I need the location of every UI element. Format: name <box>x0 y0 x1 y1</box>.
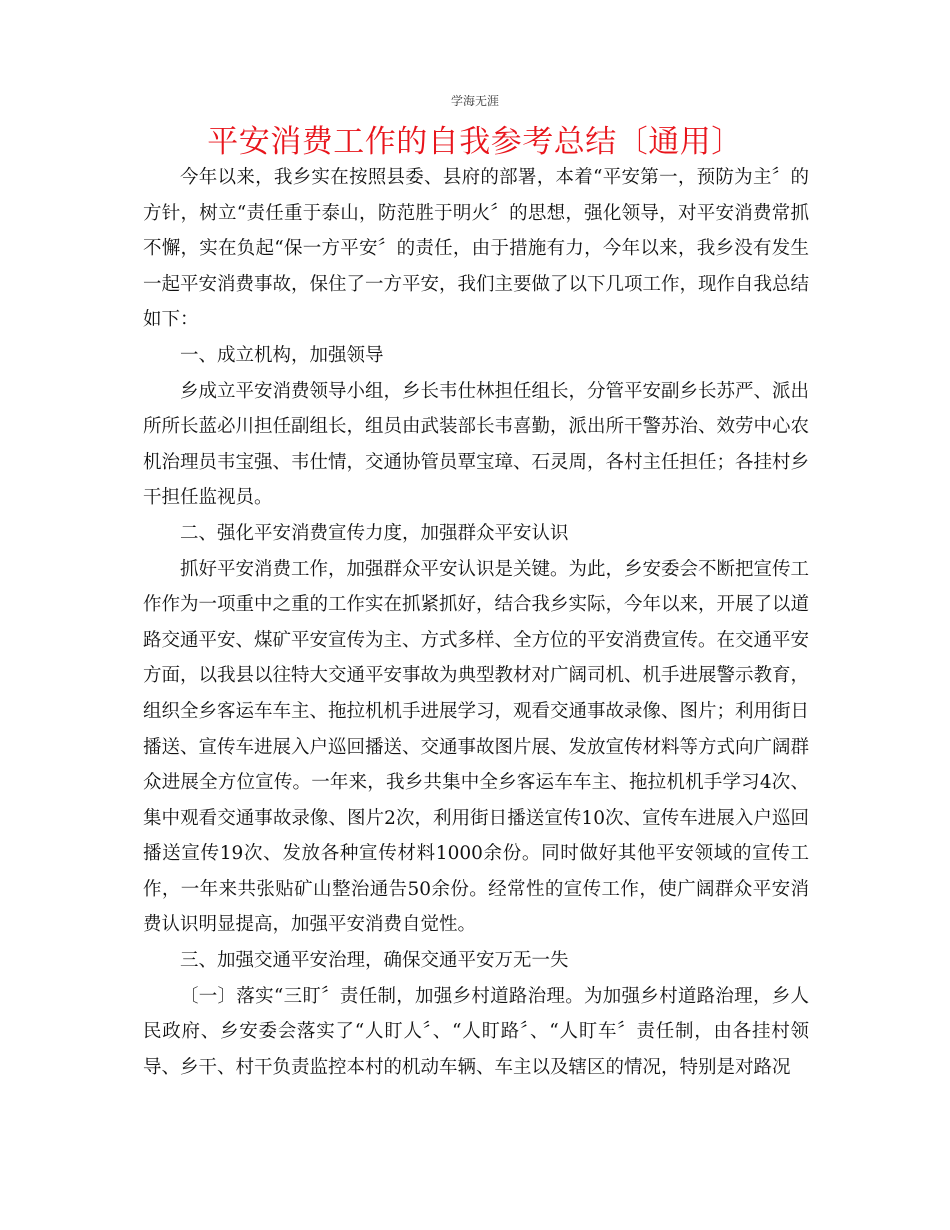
paragraph-intro: 今年以来，我乡实在按照县委、县府的部署，本着“平安第一，预防为主〞的方针，树立“责任重于泰山，防范胜于明火〞的思想，强化领导，对平安消费常抓不懈，实在负起“保一方平安〞的责任，由于措施有力，今年以来，我乡没有发生一起平安消费事故，保住了一方平安，我们主要做了以下几项工作，现作自我总结如下： <box>143 167 810 331</box>
paragraph-traffic: 〔一〕落实“三盯〞责任制，加强乡村道路治理。为加强乡村道路治理，乡人民政府、乡安委会落实了“人盯人〞、“人盯路〞、“人盯车〞责任制，由各挂村领导、乡干、村干负责监控本村的机动车辆、车主以及辖区的情况，特别是对路况 <box>143 985 809 1078</box>
paragraph-publicity: 抓好平安消费工作，加强群众平安认识是关键。为此，乡安委会不断把宣传工作作为一项重中之重的工作实在抓紧抓好，结合我乡实际，今年以来，开展了以道路交通平安、煤矿平安宣传为主、方式多样、全方位的平安消费宣传。在交通平安方面，以我县以往特大交通平安事故为典型教材对广阔司机、机手进展警示教育，组织全乡客运车车主、拖拉机机手进展学习，观看交通事故录像、图片；利用街日播送、宣传车进展入户巡回播送、交通事故图片展、发放宣传材料等方式向广阔群众进展全方位宣传。一年来，我乡共集中全乡客运车车主、拖拉机机手学习4次、集中观看交通事故录像、图片2次，利用街日播送宣传10次、宣传车进展入户巡回播送宣传19次、发放各种宣传材料1000余份。同时做好其他平安领域的宣传工作，一年来共张贴矿山整治通告50余份。经常性的宣传工作，使广阔群众平安消费认识明显提高，加强平安消费自觉性。 <box>143 558 810 936</box>
section-heading-1: 一、成立机构，加强领导 <box>180 344 384 366</box>
paragraph-organization: 乡成立平安消费领导小组，乡长韦仕林担任组长，分管平安副乡长苏严、派出所所长蓝必川担任副组长，组员由武装部长韦喜勤，派出所干警苏治、效劳中心农机治理员韦宝强、韦仕情，交通协管员覃宝璋、石灵周，各村主任担任；各挂村乡干担任监视员。 <box>143 380 810 509</box>
section-heading-2: 二、强化平安消费宣传力度，加强群众平安认识 <box>180 522 569 544</box>
document-body <box>143 160 809 1085</box>
section-heading-3: 三、加强交通平安治理，确保交通平安万无一失 <box>180 950 569 972</box>
document-title: 平安消费工作的自我参考总结〔通用〕 <box>207 124 743 160</box>
header-note: 学海无涯 <box>450 94 499 108</box>
